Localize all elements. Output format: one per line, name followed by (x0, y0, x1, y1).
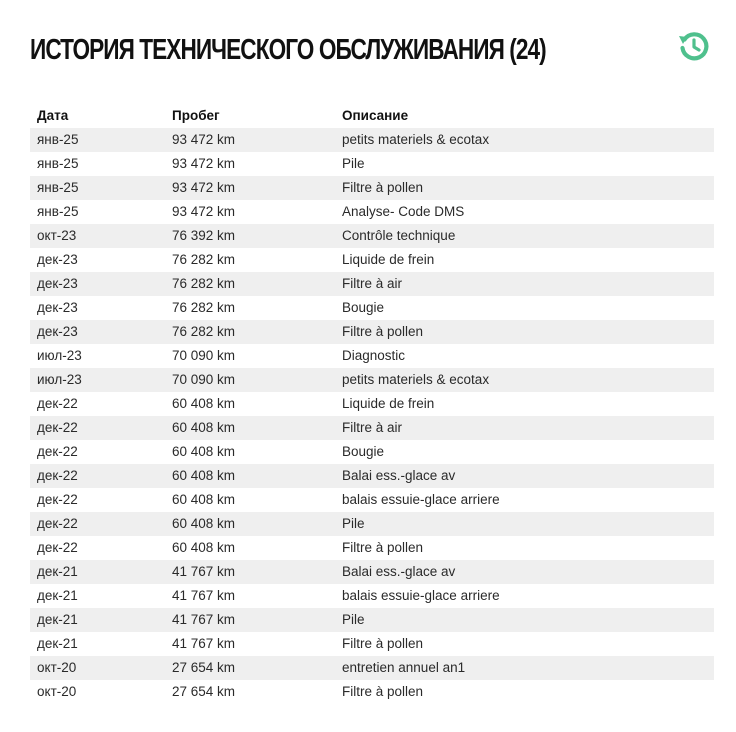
page-title: ИСТОРИЯ ТЕХНИЧЕСКОГО ОБСЛУЖИВАНИЯ (24) (30, 34, 546, 66)
row-date: июл-23 (37, 348, 82, 363)
row-description: Pile (342, 612, 365, 627)
table-row (30, 200, 714, 224)
row-mileage: 60 408 km (172, 468, 236, 483)
table-row (30, 488, 714, 512)
table-row (30, 608, 714, 632)
row-mileage: 76 282 km (172, 324, 236, 339)
column-header-mileage: Пробег (172, 108, 220, 123)
row-date: июл-23 (37, 372, 82, 387)
column-header-description: Описание (342, 108, 409, 123)
row-description: Analyse- Code DMS (342, 204, 465, 219)
row-description: petits materiels & ecotax (342, 372, 490, 387)
row-description: Filtre à pollen (342, 636, 424, 651)
row-mileage: 76 392 km (172, 228, 236, 243)
row-mileage: 76 282 km (172, 276, 236, 291)
table-row (30, 224, 714, 248)
table-row (30, 344, 714, 368)
row-description: Filtre à pollen (342, 324, 424, 339)
table-row (30, 464, 714, 488)
row-mileage: 60 408 km (172, 396, 236, 411)
row-mileage: 70 090 km (172, 348, 236, 363)
row-mileage: 76 282 km (172, 252, 236, 267)
row-description: Diagnostic (342, 348, 406, 363)
row-mileage: 41 767 km (172, 564, 236, 579)
row-date: дек-22 (37, 540, 78, 555)
row-mileage: 93 472 km (172, 132, 236, 147)
row-mileage: 76 282 km (172, 300, 236, 315)
row-mileage: 27 654 km (172, 684, 236, 699)
row-mileage: 93 472 km (172, 204, 236, 219)
row-description: Pile (342, 156, 365, 171)
row-date: дек-21 (37, 588, 78, 603)
row-description: Filtre à pollen (342, 180, 424, 195)
row-date: дек-21 (37, 612, 78, 627)
table-row (30, 632, 714, 656)
table-row (30, 296, 714, 320)
row-mileage: 27 654 km (172, 660, 236, 675)
row-description: Pile (342, 516, 365, 531)
row-description: entretien annuel an1 (342, 660, 466, 675)
row-description: Liquide de frein (342, 252, 435, 267)
table-row (30, 560, 714, 584)
page-header (30, 26, 720, 74)
row-description: balais essuie-glace arriere (342, 588, 500, 603)
row-date: янв-25 (37, 156, 79, 171)
row-description: Liquide de frein (342, 396, 435, 411)
row-date: дек-22 (37, 444, 78, 459)
row-mileage: 70 090 km (172, 372, 236, 387)
row-date: янв-25 (37, 180, 79, 195)
row-date: янв-25 (37, 132, 79, 147)
row-description: Balai ess.-glace av (342, 468, 456, 483)
row-description: Bougie (342, 300, 385, 315)
table-row (30, 512, 714, 536)
row-description: Filtre à pollen (342, 684, 424, 699)
row-date: дек-23 (37, 300, 78, 315)
row-date: окт-23 (37, 228, 77, 243)
row-description: Bougie (342, 444, 385, 459)
row-date: дек-22 (37, 516, 78, 531)
table-row (30, 248, 714, 272)
row-date: дек-22 (37, 420, 78, 435)
row-mileage: 93 472 km (172, 156, 236, 171)
row-description: Balai ess.-glace av (342, 564, 456, 579)
table-row (30, 152, 714, 176)
table-row (30, 656, 714, 680)
row-description: Filtre à air (342, 420, 403, 435)
row-mileage: 93 472 km (172, 180, 236, 195)
row-mileage: 41 767 km (172, 588, 236, 603)
row-mileage: 60 408 km (172, 540, 236, 555)
row-date: дек-22 (37, 492, 78, 507)
table-row (30, 320, 714, 344)
row-date: дек-21 (37, 636, 78, 651)
table-header-row (30, 104, 714, 128)
row-mileage: 41 767 km (172, 612, 236, 627)
row-date: дек-21 (37, 564, 78, 579)
table-row (30, 440, 714, 464)
row-mileage: 60 408 km (172, 492, 236, 507)
table-row (30, 176, 714, 200)
row-description: Filtre à air (342, 276, 403, 291)
row-date: дек-23 (37, 324, 78, 339)
row-mileage: 41 767 km (172, 636, 236, 651)
table-row (30, 680, 714, 704)
row-date: окт-20 (37, 684, 77, 699)
table-row (30, 368, 714, 392)
table-row (30, 416, 714, 440)
row-mileage: 60 408 km (172, 420, 236, 435)
row-mileage: 60 408 km (172, 444, 236, 459)
row-description: Filtre à pollen (342, 540, 424, 555)
maintenance-history-table (30, 104, 714, 704)
table-row (30, 536, 714, 560)
history-icon[interactable] (676, 28, 712, 64)
row-date: дек-23 (37, 276, 78, 291)
row-date: дек-22 (37, 468, 78, 483)
row-description: petits materiels & ecotax (342, 132, 490, 147)
table-row (30, 392, 714, 416)
table-body (30, 128, 714, 704)
row-mileage: 60 408 km (172, 516, 236, 531)
row-date: окт-20 (37, 660, 77, 675)
row-date: дек-23 (37, 252, 78, 267)
row-date: янв-25 (37, 204, 79, 219)
row-description: balais essuie-glace arriere (342, 492, 500, 507)
row-description: Contrôle technique (342, 228, 456, 243)
table-row (30, 128, 714, 152)
row-date: дек-22 (37, 396, 78, 411)
table-row (30, 584, 714, 608)
table-row (30, 272, 714, 296)
column-header-date: Дата (37, 108, 69, 123)
